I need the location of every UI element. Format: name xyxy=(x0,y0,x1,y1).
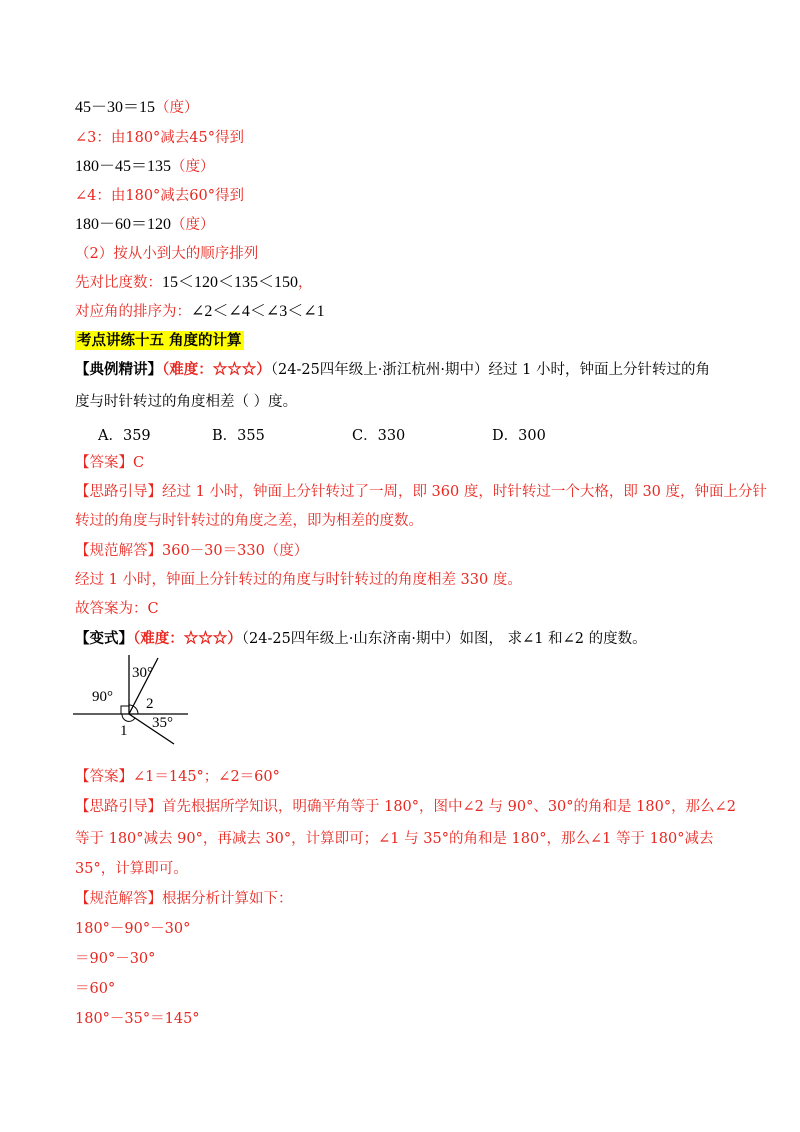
difficulty: （难度：☆☆☆） xyxy=(162,361,271,378)
answer-tag: 【答案】 xyxy=(75,769,133,785)
compare-line xyxy=(75,273,313,293)
solution-step: 180°－35°＝145° xyxy=(75,1011,200,1027)
unit: （度） xyxy=(155,100,199,116)
source: （24-25四年级上·山东济南·期中） xyxy=(241,631,460,647)
label-1: 1 xyxy=(120,723,128,739)
solution-step: 180°－90°－30° xyxy=(75,921,191,937)
section-title: 考点讲练十五 角度的计算 xyxy=(77,332,242,349)
analysis-text: 首先根据所学知识，明确平角等于 180°，图中∠2 与 90°、30°的角和是 180°，那么∠2 xyxy=(162,799,736,815)
option-c: C．330 xyxy=(352,428,406,444)
unit: （度） xyxy=(171,217,215,233)
question-text: 经过 1 小时，钟面上分针转过的角 xyxy=(488,362,710,378)
analysis-line2: 转过的角度与时针转过的角度之差，即为相差的度数。 xyxy=(75,513,423,529)
order-line xyxy=(75,302,325,322)
analysis-text: 经过 1 小时，钟面上分针转过了一周，即 360 度，时针转过一个大格，即 30 度，钟面上分针 xyxy=(162,484,768,500)
variant-question xyxy=(75,629,647,649)
variant-analysis1 xyxy=(75,797,736,817)
solution-intro: 根据分析计算如下： xyxy=(162,891,293,907)
equation: 180－60＝120 xyxy=(75,216,172,233)
calc-line xyxy=(75,157,215,177)
option-d: D．300 xyxy=(492,428,546,444)
label-2: 2 xyxy=(146,696,154,712)
solution-line1 xyxy=(75,541,308,561)
calc-line xyxy=(75,98,199,118)
step-text: ∠4：由180°减去60°得到 xyxy=(75,188,245,204)
section-heading xyxy=(75,331,244,351)
solution-text: 360－30＝330（度） xyxy=(162,543,309,559)
calc-line xyxy=(75,215,215,235)
analysis-tag: 【思路引导】 xyxy=(75,484,162,500)
solution-step: ＝60° xyxy=(75,981,116,997)
variant-tag: 【变式】 xyxy=(75,630,133,647)
value: 15＜120＜135＜150 xyxy=(162,274,299,291)
angle-figure xyxy=(70,652,200,747)
example-question-line2: 度与时针转过的角度相差（ ）度。 xyxy=(75,394,298,410)
punct: ， xyxy=(298,275,313,291)
question-text: 如图， 求∠1 和∠2 的度数。 xyxy=(459,631,647,647)
step-text: （2）按从小到大的顺序排列 xyxy=(75,246,259,262)
source: （24-25四年级上·浙江杭州·期中） xyxy=(270,362,489,378)
answer-tag: 【答案】 xyxy=(75,455,133,471)
angle1-arc xyxy=(122,714,135,721)
solution-tag: 【规范解答】 xyxy=(75,891,162,907)
solution-tag: 【规范解答】 xyxy=(75,543,162,559)
equation: 180－45＝135 xyxy=(75,158,172,175)
option-a: A．359 xyxy=(98,428,151,444)
label-35: 35° xyxy=(152,715,173,731)
label-30: 30° xyxy=(132,665,153,681)
unit: （度） xyxy=(171,159,215,175)
right-angle-mark xyxy=(121,706,129,714)
label: 对应角的排序为： xyxy=(75,304,191,320)
solution-line3: 故答案为：C xyxy=(75,601,159,617)
answer-line xyxy=(75,453,144,473)
example-tag: 【典例精讲】 xyxy=(75,361,162,378)
variant-analysis2: 等于 180°减去 90°，再减去 30°，计算即可；∠1 与 35°的角和是 180°，那么∠1 等于 180°减去 xyxy=(75,831,714,847)
difficulty: （难度：☆☆☆） xyxy=(133,630,242,647)
answer-value: ∠1＝145°；∠2＝60° xyxy=(133,769,280,785)
equation: 45－30＝15 xyxy=(75,99,156,116)
variant-analysis3: 35°，计算即可。 xyxy=(75,861,188,877)
variant-answer xyxy=(75,767,280,787)
value: ∠2＜∠4＜∠3＜∠1 xyxy=(191,303,325,320)
solution-step: ＝90°－30° xyxy=(75,951,156,967)
step-text: ∠3：由180°减去45°得到 xyxy=(75,130,245,146)
answer-value: C xyxy=(133,455,145,471)
analysis-tag: 【思路引导】 xyxy=(75,799,162,815)
solution-line2: 经过 1 小时，钟面上分针转过的角度与时针转过的角度相差 330 度。 xyxy=(75,572,522,588)
variant-solution xyxy=(75,889,293,909)
label-90: 90° xyxy=(92,689,113,705)
option-b: B．355 xyxy=(212,428,265,444)
label: 先对比度数： xyxy=(75,275,162,291)
example-question-line1 xyxy=(75,360,710,380)
analysis-line1 xyxy=(75,482,767,502)
